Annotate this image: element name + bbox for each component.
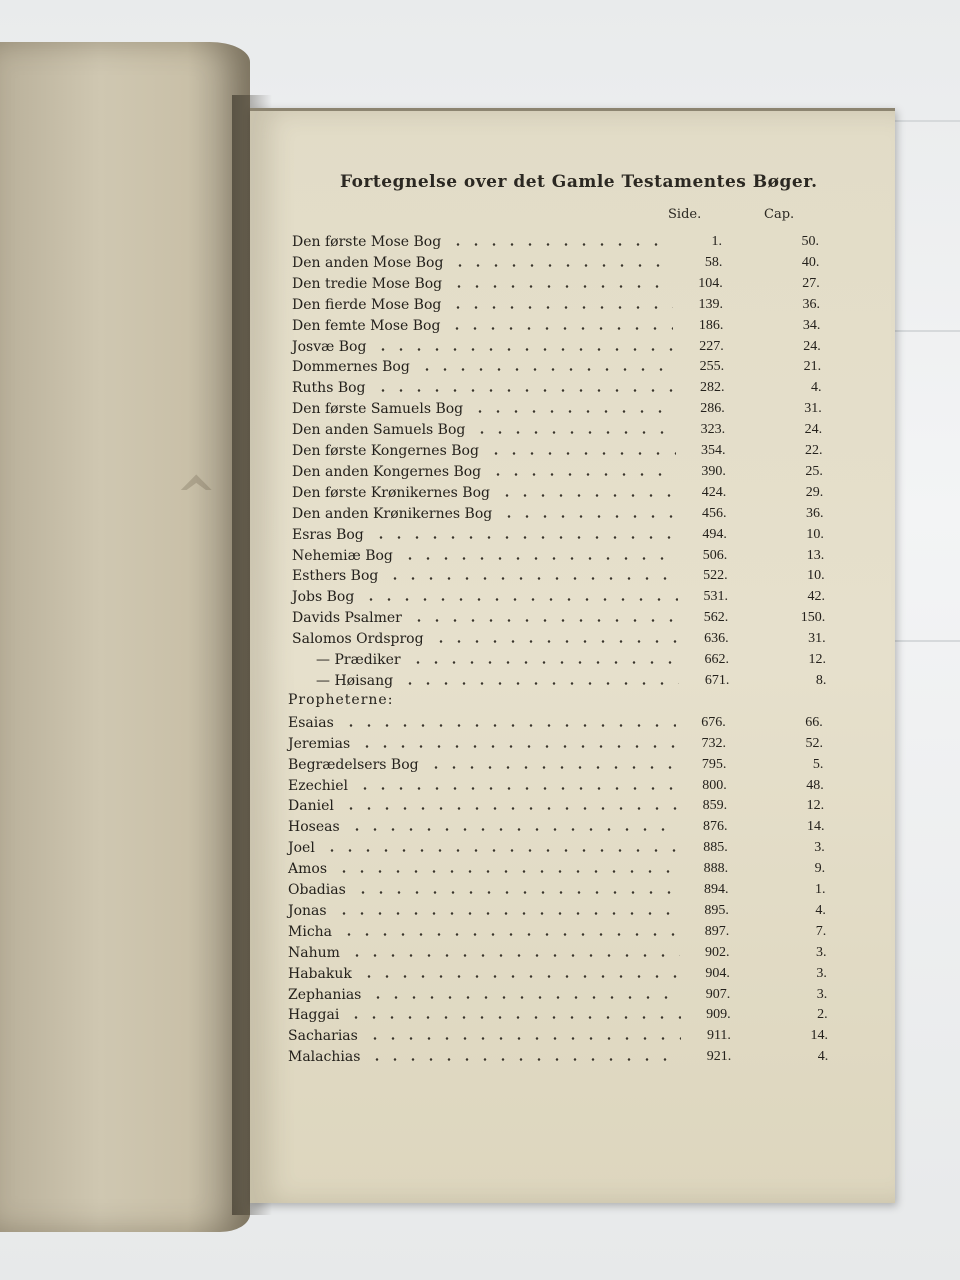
table-row bbox=[292, 318, 847, 338]
table-row bbox=[288, 903, 843, 923]
page-number: 662. bbox=[704, 652, 729, 667]
dot-leader bbox=[471, 410, 675, 413]
table-row bbox=[292, 506, 847, 526]
page-number: 895. bbox=[704, 902, 729, 918]
book-name: Salomos Ordsprog bbox=[292, 631, 424, 648]
page-number: 456. bbox=[702, 505, 727, 521]
page-number: 282. bbox=[699, 380, 725, 396]
page-number: 800. bbox=[702, 777, 727, 793]
book-name: Dommernes Bog bbox=[292, 359, 410, 376]
dot-leader bbox=[348, 828, 677, 831]
dot-leader bbox=[366, 1037, 681, 1040]
table-row bbox=[288, 798, 843, 818]
dot-leader bbox=[342, 724, 676, 727]
chapter-count: 7. bbox=[815, 923, 827, 939]
book-name: Begrædelsers Bog bbox=[288, 756, 419, 773]
chapter-count: 66. bbox=[805, 714, 823, 730]
dot-leader bbox=[489, 473, 676, 476]
table-row bbox=[292, 568, 847, 588]
chapter-column-header: Cap. bbox=[764, 207, 795, 222]
dot-leader bbox=[323, 849, 678, 852]
chapter-count: 2. bbox=[817, 1007, 828, 1023]
page-number: 921. bbox=[706, 1049, 732, 1065]
chapter-count: 24. bbox=[804, 422, 823, 438]
table-row bbox=[288, 882, 843, 902]
dot-leader bbox=[335, 912, 679, 915]
chapter-count: 52. bbox=[805, 735, 824, 751]
page-number: 58. bbox=[704, 254, 723, 270]
page-number: 139. bbox=[698, 296, 724, 312]
book-name: Micha bbox=[288, 923, 333, 940]
chapter-count: 3. bbox=[816, 944, 827, 960]
dot-leader bbox=[498, 494, 676, 497]
page-number: 1. bbox=[711, 234, 722, 249]
chapter-count: 14. bbox=[810, 1028, 828, 1044]
page-number: 907. bbox=[705, 986, 731, 1002]
book-name: Esthers Bog bbox=[292, 568, 379, 585]
chapter-count: 12. bbox=[808, 652, 826, 667]
chapter-count: 34. bbox=[802, 317, 821, 333]
dot-leader bbox=[342, 807, 677, 810]
table-row bbox=[288, 757, 843, 777]
chapter-count: 1. bbox=[815, 882, 826, 897]
chapter-count: 10. bbox=[806, 526, 824, 542]
dot-leader bbox=[449, 306, 673, 309]
page-number: 885. bbox=[703, 840, 728, 856]
dot-leader bbox=[368, 1058, 681, 1061]
chapter-count: 31. bbox=[804, 401, 822, 417]
section-label-prophets: Propheterne: bbox=[288, 692, 394, 708]
book-name: Nehemiæ Bog bbox=[292, 547, 393, 564]
table-row bbox=[292, 589, 847, 609]
book-name: Den fierde Mose Bog bbox=[292, 296, 442, 313]
book-name: Malachias bbox=[288, 1049, 361, 1066]
book-name: Obadias bbox=[288, 882, 346, 898]
table-row bbox=[288, 715, 843, 735]
dot-leader bbox=[432, 640, 679, 643]
book-name: Esras Bog bbox=[292, 526, 364, 543]
table-row bbox=[288, 778, 843, 798]
page-title: Fortegnelse over det Gamle Testamentes Bøger. bbox=[340, 172, 818, 192]
page-number: 888. bbox=[703, 861, 729, 877]
chapter-count: 5. bbox=[812, 756, 824, 772]
chapter-count: 40. bbox=[801, 254, 820, 270]
left-page bbox=[0, 42, 250, 1232]
chapter-count: 36. bbox=[802, 296, 821, 312]
dot-leader bbox=[386, 577, 678, 580]
book-name: Sacharias bbox=[288, 1028, 358, 1045]
page-number: 671. bbox=[704, 672, 730, 688]
table-row bbox=[288, 1007, 843, 1027]
dot-leader bbox=[374, 389, 674, 392]
dot-leader bbox=[500, 515, 677, 518]
book-name: Zephanias bbox=[288, 986, 362, 1003]
dot-leader bbox=[401, 682, 679, 685]
dot-leader bbox=[487, 452, 676, 455]
table-row bbox=[292, 610, 847, 630]
page-number: 795. bbox=[701, 756, 727, 772]
bleed-through-mark: ‸ bbox=[175, 422, 218, 490]
page-number: 186. bbox=[698, 317, 724, 333]
table-row bbox=[292, 297, 847, 317]
page-number: 354. bbox=[701, 443, 726, 458]
chapter-count: 3. bbox=[814, 840, 825, 856]
chapter-count: 13. bbox=[806, 547, 825, 563]
table-row bbox=[292, 485, 847, 505]
table-row bbox=[292, 673, 847, 693]
dot-leader bbox=[450, 285, 673, 288]
table-row bbox=[292, 422, 847, 442]
dot-leader bbox=[427, 766, 676, 769]
chapter-count: 22. bbox=[805, 443, 823, 458]
dot-leader bbox=[362, 598, 678, 601]
page-number: 424. bbox=[701, 484, 727, 500]
table-row bbox=[292, 527, 847, 547]
dot-leader bbox=[372, 536, 677, 539]
table-row bbox=[288, 1049, 843, 1069]
chapter-count: 27. bbox=[802, 275, 820, 291]
dot-leader bbox=[473, 431, 675, 434]
table-row bbox=[288, 840, 843, 860]
dot-leader bbox=[347, 1016, 681, 1019]
book-name: Jeremias bbox=[288, 735, 351, 752]
book-name: Den første Kongernes Bog bbox=[292, 443, 479, 459]
page-number: 859. bbox=[702, 798, 728, 814]
page-number: 494. bbox=[702, 526, 727, 542]
dot-leader bbox=[369, 996, 680, 999]
page-number: 255. bbox=[699, 359, 725, 375]
book-name: Jonas bbox=[288, 902, 327, 919]
page-number: 876. bbox=[702, 819, 728, 835]
chapter-count: 4. bbox=[815, 902, 826, 918]
book-name: Ezechiel bbox=[288, 777, 348, 794]
dot-leader bbox=[340, 933, 679, 936]
dot-leader bbox=[410, 619, 678, 622]
chapter-count: 31. bbox=[808, 631, 826, 647]
page-number: 894. bbox=[704, 882, 729, 897]
page-number: 911. bbox=[706, 1028, 731, 1044]
page-number: 909. bbox=[706, 1007, 731, 1023]
table-row bbox=[288, 924, 843, 944]
book-name: Den tredie Mose Bog bbox=[292, 275, 443, 292]
table-row bbox=[292, 631, 847, 651]
chapter-count: 48. bbox=[806, 777, 824, 793]
book-name: Josvæ Bog bbox=[292, 338, 367, 355]
book-name: Den første Samuels Bog bbox=[292, 401, 464, 418]
chapter-count: 9. bbox=[814, 861, 826, 877]
book-name: Amos bbox=[288, 861, 327, 878]
page-number: 522. bbox=[703, 568, 728, 584]
page-number: 636. bbox=[704, 631, 729, 647]
table-row bbox=[292, 652, 847, 672]
page-number: 390. bbox=[701, 463, 726, 479]
chapter-count: 29. bbox=[805, 484, 824, 500]
table-row bbox=[292, 401, 847, 421]
table-row bbox=[292, 380, 847, 400]
dot-leader bbox=[354, 891, 679, 894]
page-number: 227. bbox=[699, 338, 724, 354]
table-row bbox=[292, 443, 847, 463]
table-row bbox=[292, 276, 847, 296]
chapter-count: 50. bbox=[801, 234, 819, 249]
table-row bbox=[292, 234, 847, 254]
page-number: 676. bbox=[701, 714, 726, 730]
chapter-count: 21. bbox=[803, 359, 822, 375]
book-name: Habakuk bbox=[288, 965, 352, 982]
page-number: 531. bbox=[703, 589, 728, 605]
chapter-count: 36. bbox=[806, 505, 824, 521]
book-name: Jobs Bog bbox=[292, 589, 355, 606]
page-number: 562. bbox=[703, 610, 729, 626]
dot-leader bbox=[356, 787, 677, 790]
chapter-count: 8. bbox=[815, 672, 827, 688]
dot-leader bbox=[449, 243, 672, 246]
table-row bbox=[288, 736, 843, 756]
page-number: 904. bbox=[705, 965, 730, 981]
dot-leader bbox=[335, 870, 678, 873]
chapter-count: 3. bbox=[816, 965, 827, 981]
book-name: Den anden Kongernes Bog bbox=[292, 463, 482, 480]
book-name: Den første Krønikernes Bog bbox=[292, 484, 490, 501]
chapter-count: 12. bbox=[806, 798, 825, 814]
dot-leader bbox=[418, 368, 674, 371]
chapter-count: 24. bbox=[803, 338, 821, 354]
table-row bbox=[288, 861, 843, 881]
book-name: Daniel bbox=[288, 798, 334, 815]
book-name: Den femte Mose Bog bbox=[292, 317, 441, 334]
table-row bbox=[288, 819, 843, 839]
dot-leader bbox=[409, 661, 679, 664]
book-name: Nahum bbox=[288, 944, 340, 961]
book-name: Ruths Bog bbox=[292, 380, 366, 397]
table-row bbox=[292, 255, 847, 275]
page-number: 323. bbox=[700, 422, 726, 438]
book-name: Joel bbox=[288, 840, 315, 857]
page-number: 897. bbox=[704, 923, 730, 939]
chapter-count: 3. bbox=[816, 986, 828, 1002]
chapter-count: 4. bbox=[817, 1049, 829, 1065]
book-name: Den anden Samuels Bog bbox=[292, 422, 466, 439]
table-row bbox=[288, 1028, 843, 1048]
book-name: Davids Psalmer bbox=[292, 610, 402, 627]
book-name: Esaias bbox=[288, 714, 334, 731]
book-name: — Prædiker bbox=[316, 652, 401, 668]
chapter-count: 4. bbox=[810, 380, 822, 396]
page-number: 104. bbox=[698, 275, 723, 291]
book-name: Den første Mose Bog bbox=[292, 234, 442, 250]
dot-leader bbox=[451, 264, 672, 267]
book-name: — Høisang bbox=[316, 672, 394, 689]
chapter-count: 14. bbox=[806, 819, 825, 835]
page-number: 902. bbox=[705, 944, 730, 960]
table-row bbox=[288, 945, 843, 965]
dot-leader bbox=[448, 327, 673, 330]
dot-leader bbox=[358, 745, 676, 748]
page-column-header: Side. bbox=[668, 207, 702, 222]
dot-leader bbox=[360, 975, 680, 978]
page-number: 506. bbox=[702, 547, 728, 563]
table-row bbox=[292, 339, 847, 359]
chapter-count: 42. bbox=[807, 589, 825, 605]
chapter-count: 25. bbox=[805, 463, 823, 479]
book-name: Haggai bbox=[288, 1007, 340, 1024]
chapter-count: 10. bbox=[807, 568, 825, 584]
dot-leader bbox=[348, 954, 680, 957]
book-name: Den anden Mose Bog bbox=[292, 254, 444, 271]
chapter-count: 150. bbox=[800, 610, 826, 626]
book-name: Den anden Krønikernes Bog bbox=[292, 505, 493, 522]
table-row bbox=[292, 548, 847, 568]
book-name: Hoseas bbox=[288, 819, 340, 836]
table-row bbox=[288, 966, 843, 986]
table-row bbox=[292, 464, 847, 484]
page-number: 286. bbox=[700, 401, 725, 417]
dot-leader bbox=[401, 557, 677, 560]
page-number: 732. bbox=[701, 735, 727, 751]
dot-leader bbox=[374, 348, 674, 351]
table-row bbox=[288, 987, 843, 1007]
table-row bbox=[292, 359, 847, 379]
